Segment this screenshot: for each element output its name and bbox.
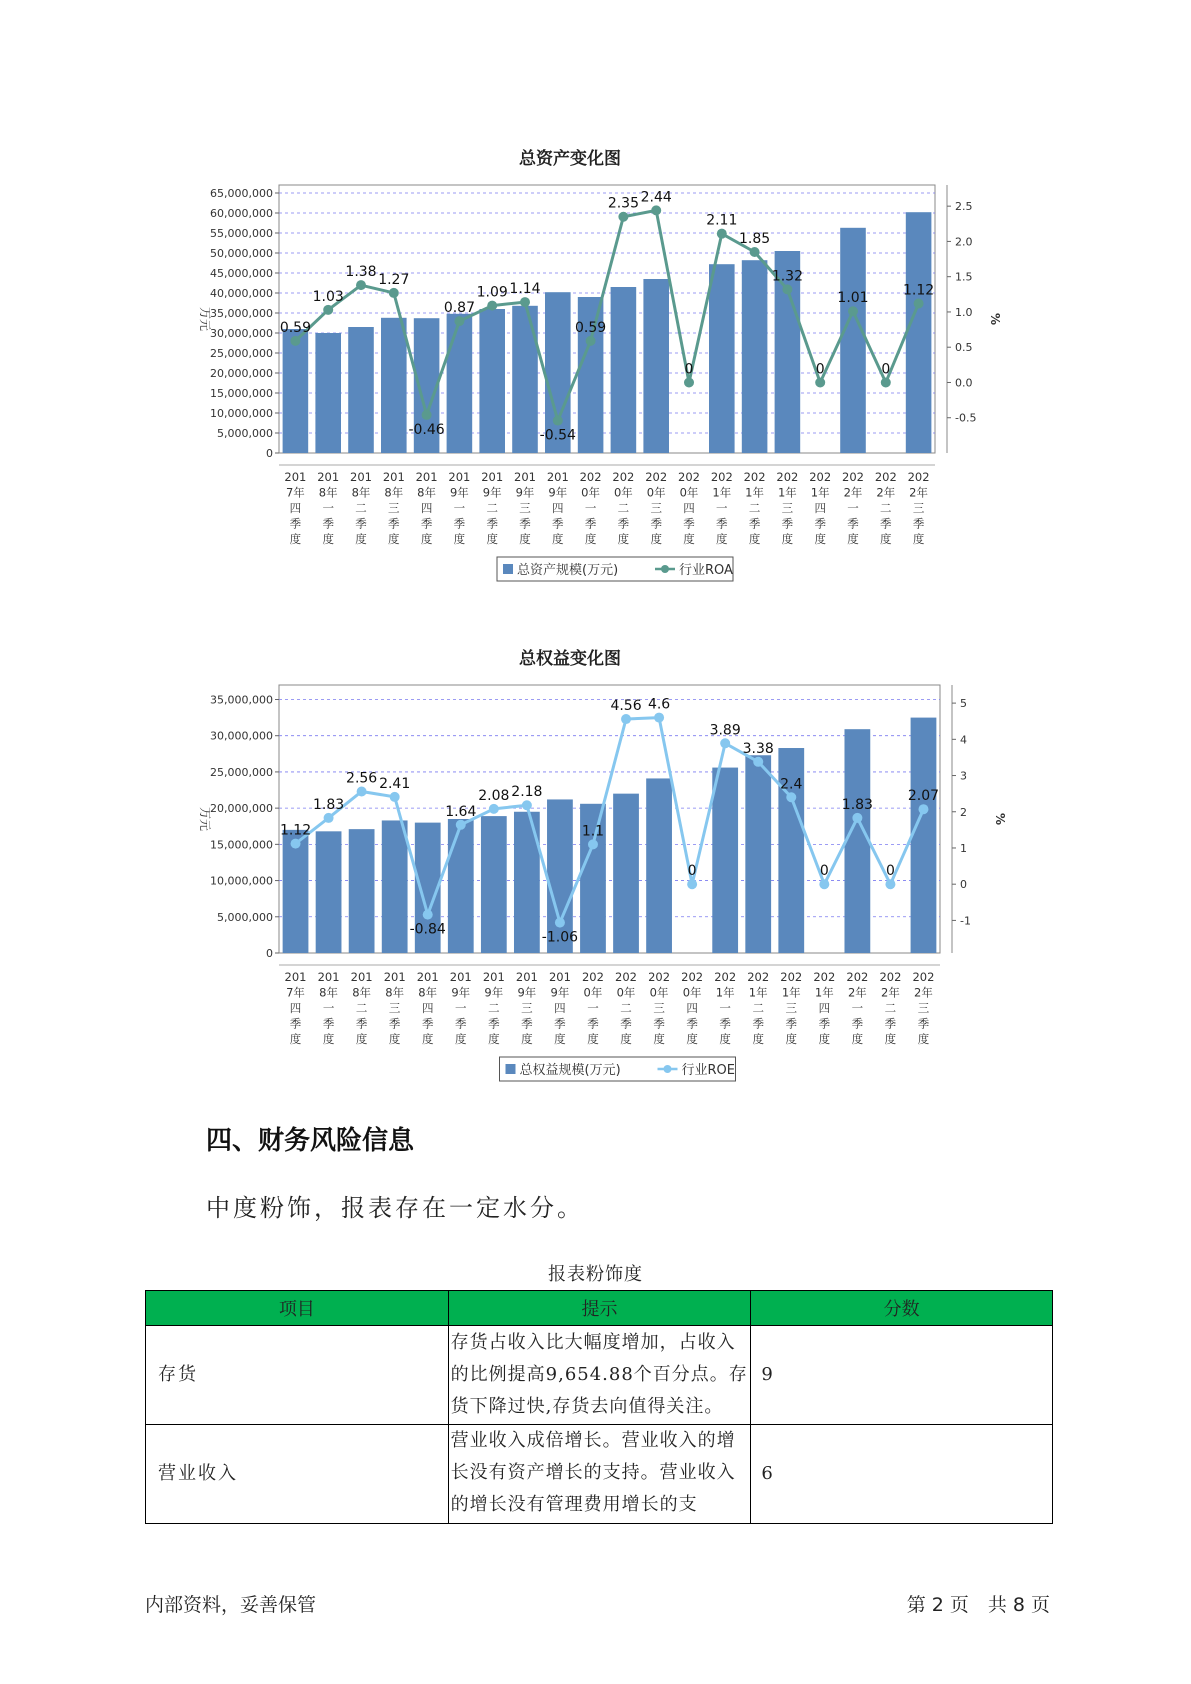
bar [315, 333, 341, 453]
table-row [146, 1425, 1053, 1524]
data-label: 2.07 [907, 788, 940, 805]
y-tick-label: 30,000,000 [210, 729, 273, 743]
y2-tick-label: 1 [960, 841, 967, 855]
data-label: 1.01 [837, 290, 869, 307]
line-point [914, 298, 924, 308]
bar [382, 820, 408, 953]
data-label: 1.1 [581, 823, 605, 840]
data-label: 0.87 [443, 300, 475, 317]
line-point [881, 377, 891, 387]
row-hint: 营业收入成倍增长。营业收入的增长没有资产增长的支持。营业收入的增长没有管理费用增长的支 [448, 1425, 751, 1524]
y-tick-label: 55,000,000 [210, 227, 273, 240]
data-label: 2.35 [607, 195, 639, 212]
line-point [553, 416, 563, 426]
y-tick-label: 35,000,000 [210, 693, 273, 707]
x-tick-label: 201 7年四季度 [284, 970, 307, 1046]
y2-tick-label: 1.0 [955, 305, 973, 319]
bar [512, 306, 538, 453]
line-point [618, 212, 628, 222]
y-tick-label: 40,000,000 [210, 287, 273, 300]
line-point [815, 377, 825, 387]
table-row [146, 1326, 1053, 1425]
data-label: 0.59 [575, 319, 607, 336]
data-label: 2.18 [511, 784, 543, 801]
line-point [786, 792, 796, 802]
x-tick-label: 202 0年一季度 [579, 470, 602, 546]
chart-title: 总资产变化图 [519, 149, 621, 169]
x-tick-label: 202 1年三季度 [780, 970, 803, 1046]
line-point [717, 229, 727, 239]
x-tick-label: 202 2年二季度 [874, 470, 897, 546]
total-assets-chart-block [175, 140, 1002, 600]
data-label: 2.4 [780, 776, 803, 793]
line-point [750, 247, 760, 257]
bar [316, 831, 342, 953]
page-prefix: 第 [906, 1594, 926, 1616]
header-score: 分数 [751, 1291, 1053, 1326]
bar [283, 329, 309, 453]
x-tick-label: 202 2年三季度 [912, 970, 935, 1046]
x-tick-label: 201 8年四季度 [416, 970, 439, 1046]
x-tick-label: 201 9年三季度 [515, 970, 538, 1046]
total-equity-chart-block [175, 640, 1007, 1100]
y-tick-label: 35,000,000 [210, 307, 273, 320]
y-tick-label: 10,000,000 [210, 874, 273, 888]
bar [643, 279, 669, 453]
line-point [487, 301, 497, 311]
y-axis-label: 万元 [198, 806, 212, 832]
line-point [586, 336, 596, 346]
y-tick-label: 50,000,000 [210, 247, 273, 260]
y-tick-label: 65,000,000 [210, 187, 273, 200]
bar [709, 264, 735, 453]
line-point [422, 410, 432, 420]
data-label: 1.14 [509, 281, 541, 298]
row-item: 存货 [146, 1326, 449, 1425]
data-label: -0.46 [408, 421, 445, 438]
x-tick-label: 202 2年一季度 [846, 970, 869, 1046]
y-tick-label: 25,000,000 [210, 347, 273, 360]
bar [742, 260, 768, 453]
total-equity-chart [175, 670, 1007, 1100]
bar [349, 829, 375, 953]
data-label: 2.41 [379, 775, 411, 792]
y2-axis-label: % [993, 812, 1007, 826]
line-point [651, 205, 661, 215]
row-score: 9 [751, 1326, 1053, 1425]
y2-tick-label: 2.5 [955, 200, 973, 214]
line-point [782, 284, 792, 294]
data-label: 3.89 [709, 722, 741, 739]
bar [448, 819, 474, 953]
line-point [489, 804, 499, 814]
x-tick-label: 202 0年四季度 [681, 970, 704, 1046]
x-tick-label: 201 8年二季度 [350, 970, 373, 1046]
data-label: 1.83 [312, 796, 345, 813]
line-point [848, 306, 858, 316]
legend-line-marker [661, 565, 669, 573]
line-point [291, 839, 301, 849]
bar [613, 794, 639, 953]
legend-bar-label: 总资产规模(万元) [517, 563, 619, 578]
line-point [753, 757, 763, 767]
y2-tick-label: 3 [960, 769, 967, 783]
section-heading: 四、财务风险信息 [206, 1126, 415, 1156]
x-tick-label: 201 9年二季度 [481, 470, 504, 546]
bar [844, 729, 870, 953]
x-tick-label: 201 8年四季度 [415, 470, 438, 546]
data-label: 0 [684, 361, 694, 378]
x-tick-label: 201 8年二季度 [350, 470, 372, 546]
x-tick-label: 202 1年一季度 [714, 970, 737, 1046]
x-tick-label: 201 9年二季度 [482, 970, 505, 1046]
page-total: 8 [1012, 1594, 1025, 1616]
data-label: 0 [881, 361, 891, 378]
y2-tick-label: 0.0 [955, 376, 973, 390]
data-label: -0.84 [409, 921, 446, 938]
total-assets-chart [175, 170, 1002, 600]
row-item: 营业收入 [146, 1425, 449, 1524]
line-point [324, 813, 334, 823]
data-label: 1.38 [345, 264, 377, 281]
y2-tick-label: 1.5 [955, 270, 973, 284]
y-tick-label: 5,000,000 [217, 910, 273, 924]
y-tick-label: 15,000,000 [210, 838, 273, 852]
x-tick-label: 201 8年三季度 [383, 970, 406, 1046]
legend-line-marker [664, 1065, 672, 1073]
x-tick-label: 202 0年二季度 [615, 970, 638, 1046]
bar [611, 287, 637, 453]
page-mid: 页 共 [949, 1594, 1007, 1616]
bar [911, 718, 937, 953]
y-tick-label: 60,000,000 [210, 207, 273, 220]
x-tick-label: 201 9年一季度 [449, 970, 472, 1046]
x-tick-label: 202 1年四季度 [809, 470, 832, 546]
x-tick-label: 202 0年四季度 [678, 470, 700, 546]
x-tick-label: 202 2年一季度 [842, 470, 864, 546]
data-label: 0 [687, 863, 697, 880]
y-tick-label: 20,000,000 [210, 367, 273, 380]
x-tick-label: 202 2年二季度 [879, 970, 902, 1046]
x-tick-label: 202 2年三季度 [907, 470, 930, 546]
data-label: 1.03 [312, 288, 344, 305]
legend-bar-swatch [503, 564, 513, 574]
footer-page-number [904, 1590, 1053, 1617]
data-label: 1.09 [476, 284, 508, 301]
y2-tick-label: 0.5 [955, 341, 973, 355]
data-label: 1.12 [279, 822, 312, 839]
y-tick-label: 5,000,000 [217, 427, 273, 440]
x-tick-label: 201 8年三季度 [382, 470, 405, 546]
line-point [819, 879, 829, 889]
bar [348, 327, 374, 453]
x-tick-label: 201 9年三季度 [514, 470, 536, 546]
x-tick-label: 202 0年二季度 [612, 470, 635, 546]
y-tick-label: 15,000,000 [210, 387, 273, 400]
line-point [323, 305, 333, 315]
bar [840, 228, 866, 453]
legend-bar-label: 总权益规模(万元) [519, 1063, 621, 1078]
page-current: 2 [931, 1594, 944, 1616]
x-tick-label: 201 9年四季度 [546, 470, 569, 546]
line-point [389, 288, 399, 298]
table-header-row [146, 1291, 1053, 1326]
bar [712, 768, 738, 953]
line-point [684, 377, 694, 387]
line-point [588, 839, 598, 849]
data-label: 1.32 [771, 268, 803, 285]
data-label: 0 [885, 863, 895, 880]
data-label: 1.64 [445, 803, 477, 820]
line-point [423, 910, 433, 920]
header-hint: 提示 [448, 1291, 751, 1326]
row-hint: 存货占收入比大幅度增加，占收入的比例提高9,654.88个百分点。存货下降过快,存货去向值得关注。 [448, 1326, 751, 1425]
x-tick-label: 201 9年四季度 [548, 970, 571, 1046]
y2-tick-label: -0.5 [955, 411, 977, 425]
line-point [852, 813, 862, 823]
x-tick-label: 202 0年一季度 [581, 970, 604, 1046]
x-tick-label: 201 8年一季度 [317, 470, 340, 546]
line-point [356, 280, 366, 290]
line-point [621, 714, 631, 724]
data-label: 0 [815, 361, 825, 378]
y-tick-label: 0 [266, 947, 273, 960]
legend-line-label: 行业ROA [679, 563, 733, 578]
x-tick-label: 202 0年三季度 [648, 970, 671, 1046]
data-label: -1.06 [541, 929, 579, 946]
bar [481, 816, 507, 953]
x-tick-label: 202 1年二季度 [747, 970, 770, 1046]
bar [646, 778, 672, 953]
x-tick-label: 202 1年二季度 [743, 470, 766, 546]
line-point [390, 792, 400, 802]
y-tick-label: 20,000,000 [210, 802, 273, 816]
y2-tick-label: 4 [960, 733, 967, 747]
bar [447, 314, 473, 453]
line-point [357, 786, 367, 796]
y-tick-label: 45,000,000 [210, 267, 273, 280]
y2-tick-label: -1 [960, 914, 971, 928]
risk-summary: 中度粉饰，报表存在一定水分。 [206, 1194, 584, 1222]
line-point [918, 804, 928, 814]
data-label: -0.54 [539, 427, 576, 444]
y2-tick-label: 2.0 [955, 235, 973, 249]
data-label: 0 [819, 863, 829, 880]
x-tick-label: 201 9年一季度 [448, 470, 471, 546]
header-item: 项目 [146, 1291, 449, 1326]
data-label: 2.08 [478, 787, 510, 804]
data-label: 2.56 [346, 770, 378, 787]
data-label: 1.27 [378, 271, 410, 288]
y2-axis-label: % [988, 312, 1002, 326]
data-label: 3.38 [742, 740, 774, 757]
y-tick-label: 0 [266, 447, 273, 460]
line-point [687, 879, 697, 889]
y2-tick-label: 2 [960, 805, 967, 819]
bar [381, 318, 407, 453]
y-tick-label: 10,000,000 [210, 407, 273, 420]
data-label: 4.56 [610, 698, 642, 715]
line-point [885, 879, 895, 889]
bar [906, 212, 932, 453]
line-point [456, 820, 466, 830]
x-tick-label: 202 1年三季度 [776, 470, 799, 546]
data-label: 2.11 [706, 212, 738, 229]
x-tick-label: 202 1年一季度 [710, 470, 733, 546]
legend-line-label: 行业ROE [681, 1063, 735, 1078]
line-point [290, 336, 300, 346]
x-tick-label: 201 7年四季度 [284, 470, 307, 546]
bar [479, 309, 505, 453]
line-point [522, 800, 532, 810]
y2-tick-label: 0 [960, 878, 967, 892]
data-label: 1.12 [903, 282, 935, 299]
x-tick-label: 202 1年四季度 [813, 970, 836, 1046]
data-label: 0.59 [279, 319, 311, 336]
line-point [555, 918, 565, 928]
data-label: 4.6 [647, 696, 671, 713]
y-tick-label: 30,000,000 [210, 327, 273, 340]
page-suffix: 页 [1030, 1594, 1050, 1616]
data-label: 1.83 [841, 796, 873, 813]
data-label: 2.44 [640, 189, 672, 206]
x-tick-label: 202 0年三季度 [645, 470, 668, 546]
data-label: 1.85 [739, 231, 771, 247]
line-point [454, 316, 464, 326]
y2-tick-label: 5 [960, 697, 967, 711]
chart-title: 总权益变化图 [519, 649, 621, 669]
line-point [720, 738, 730, 748]
y-tick-label: 25,000,000 [210, 765, 273, 779]
x-tick-label: 201 8年一季度 [317, 970, 340, 1046]
table-caption: 报表粉饰度 [548, 1264, 643, 1285]
risk-table [145, 1290, 1053, 1524]
bar [745, 755, 771, 953]
line-point [654, 713, 664, 723]
legend-bar-swatch [506, 1064, 516, 1074]
plot-frame [279, 685, 940, 953]
row-score: 6 [751, 1425, 1053, 1524]
y-axis-label: 万元 [198, 306, 212, 332]
footer-confidential: 内部资料，妥善保管 [145, 1594, 317, 1616]
line-point [520, 297, 530, 307]
